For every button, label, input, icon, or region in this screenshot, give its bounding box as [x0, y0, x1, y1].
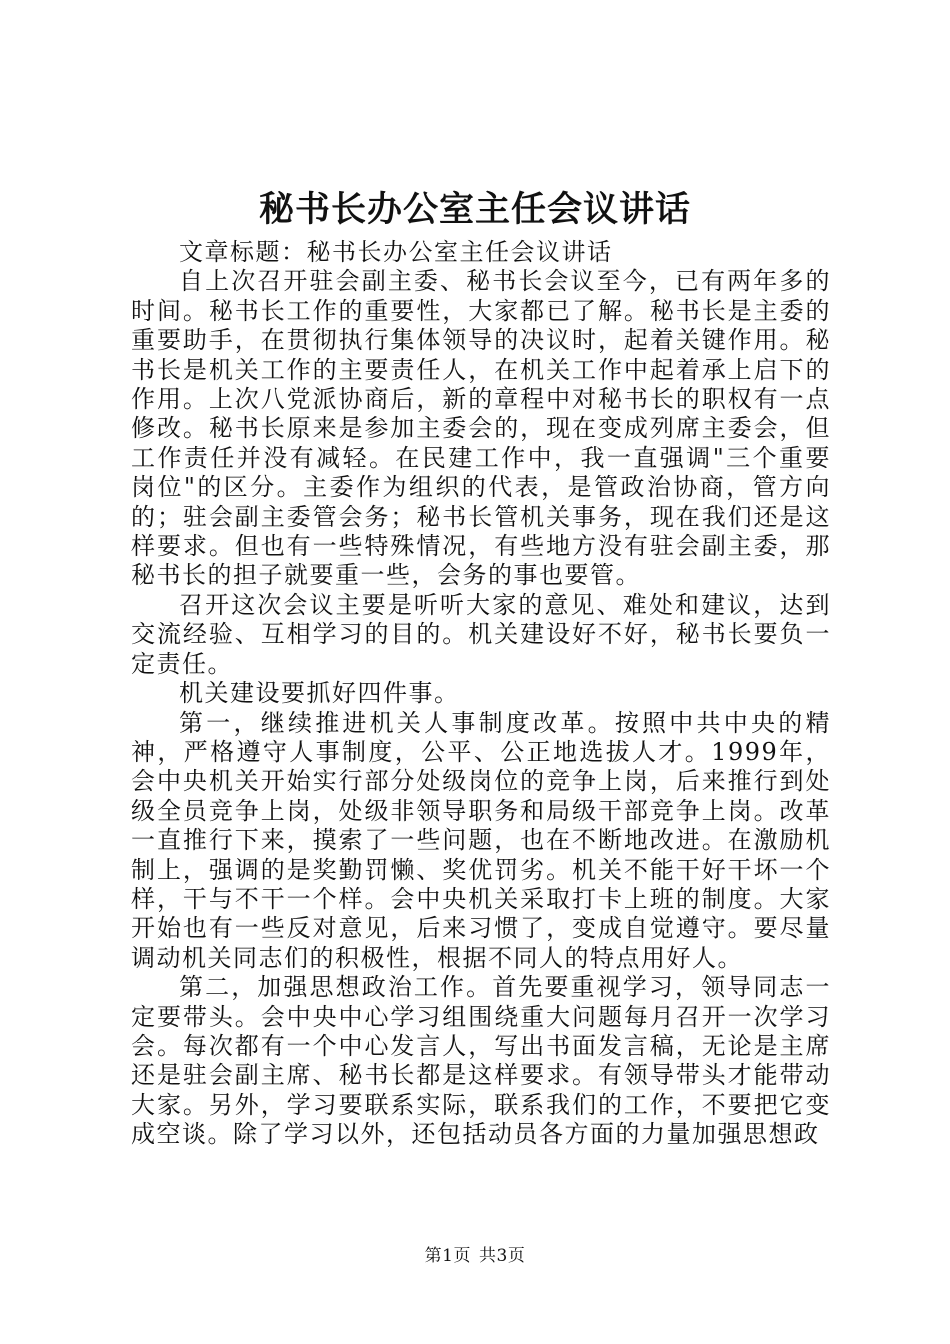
page-number: 第1页	[424, 1246, 471, 1266]
page-total: 共3页	[479, 1246, 526, 1266]
paragraph-four-tasks: 机关建设要抓好四件事。	[179, 679, 460, 708]
paragraph-meeting-purpose: 召开这次会议主要是听听大家的意见、难处和建议，达到交流经验、互相学习的目的。机关建设好不好，秘书长要负一定责任。	[131, 590, 831, 678]
article-title-line: 文章标题：秘书长办公室主任会议讲话	[179, 238, 613, 266]
paragraph-first-task: 第一，继续推进机关人事制度改革。按照中共中央的精神，严格遵守人事制度，公平、公正地选拔人才。1999年，会中央机关开始实行部分处级岗位的竞争上岗，后来推行到处级全员竞争上岗，处级非领导职务和局级干部竞争上岗。改革一直推行下来，摸索了一些问题，也在不断地改进。在激励机制上，强调的是奖勤罚懒、奖优罚劣。机关不能干好干坏一个样，干与不干一个样。会中央机关采取打卡上班的制度。大家开始也有一些反对意见，后来习惯了，变成自觉遵守。要尽量调动机关同志们的积极性，根据不同人的特点用好人。	[131, 708, 831, 972]
paragraph-intro: 自上次召开驻会副主委、秘书长会议至今，已有两年多的时间。秘书长工作的重要性，大家都已了解。秘书长是主委的重要助手，在贯彻执行集体领导的决议时，起着关键作用。秘书长是机关工作的主要责任人，在机关工作中起着承上启下的作用。上次八党派协商后，新的章程中对秘书长的职权有一点修改。秘书长原来是参加主委会的，现在变成列席主委会，但工作责任并没有减轻。在民建工作中，我一直强调"三个重要岗位"的区分。主委作为组织的代表，是管政治协商，管方向的；驻会副主委管会务；秘书长管机关事务，现在我们还是这样要求。但也有一些特殊情况，有些地方没有驻会副主委，那秘书长的担子就要重一些，会务的事也要管。	[131, 267, 831, 590]
paragraph-second-task: 第二，加强思想政治工作。首先要重视学习，领导同志一定要带头。会中央中心学习组围绕重大问题每月召开一次学习会。每次都有一个中心发言人，写出书面发言稿，无论是主席还是驻会副主席、秘书长都是这样要求。有领导带头才能带动大家。另外，学习要联系实际，联系我们的工作，不要把它变成空谈。除了学习以外，还包括动员各方面的力量加强思想政	[131, 973, 831, 1149]
document-body	[131, 238, 831, 1150]
document-title: 秘书长办公室主任会议讲话	[258, 189, 691, 230]
page-footer	[0, 1245, 950, 1267]
